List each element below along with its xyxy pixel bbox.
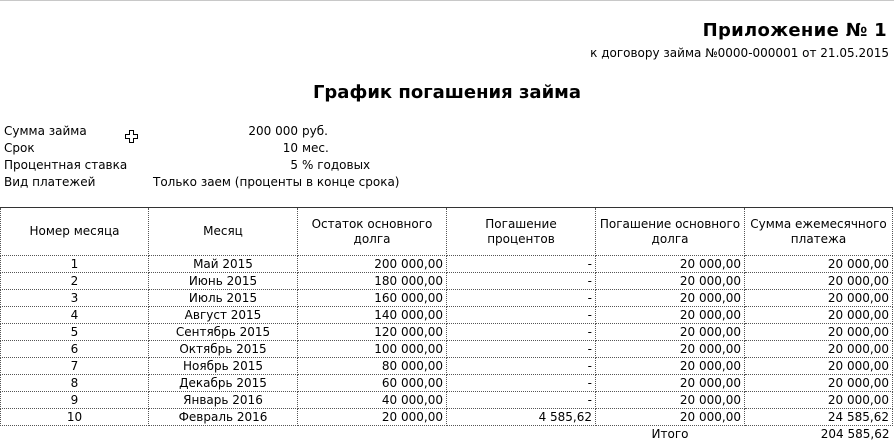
- column-header-interest-payment: Погашение процентов: [447, 208, 596, 256]
- cell-monthly-payment: 20 000,00: [745, 375, 893, 392]
- cell-month-number: 2: [1, 273, 149, 290]
- cell-month-number: 8: [1, 375, 149, 392]
- cell-principal-payment: 20 000,00: [596, 290, 745, 307]
- cell-monthly-payment: 20 000,00: [745, 290, 893, 307]
- param-label: Вид платежей: [4, 175, 96, 189]
- cell-empty: [1, 426, 149, 443]
- table-row: [1, 392, 893, 409]
- cell-interest-payment: 4 585,62: [447, 409, 596, 426]
- param-label: Сумма займа: [4, 124, 87, 138]
- cell-monthly-payment: 20 000,00: [745, 273, 893, 290]
- param-interest-rate: [4, 157, 504, 174]
- cell-principal-balance: 120 000,00: [298, 324, 447, 341]
- cell-month-number: 10: [1, 409, 149, 426]
- contract-reference: к договору займа №0000-000001 от 21.05.2015: [590, 46, 889, 60]
- document-title: График погашения займа: [312, 82, 582, 103]
- cell-interest-payment: -: [447, 324, 596, 341]
- cell-month-number: 4: [1, 307, 149, 324]
- cell-month: Август 2015: [149, 307, 298, 324]
- cell-interest-payment: -: [447, 273, 596, 290]
- param-value: 200 000: [248, 124, 298, 138]
- table-row: [1, 375, 893, 392]
- param-loan-amount: [4, 123, 504, 140]
- cell-empty: [298, 426, 447, 443]
- cell-principal-balance: 100 000,00: [298, 341, 447, 358]
- cell-empty: [447, 426, 596, 443]
- cell-principal-balance: 180 000,00: [298, 273, 447, 290]
- cell-month: Январь 2016: [149, 392, 298, 409]
- param-label: Процентная ставка: [4, 158, 128, 172]
- cross-cursor-icon: [124, 129, 139, 144]
- table-header-row: [1, 208, 893, 256]
- cell-month-number: 3: [1, 290, 149, 307]
- param-label: Срок: [4, 141, 35, 155]
- table-row: [1, 358, 893, 375]
- cell-monthly-payment: 20 000,00: [745, 358, 893, 375]
- cell-interest-payment: -: [447, 358, 596, 375]
- cell-month: Декабрь 2015: [149, 375, 298, 392]
- cell-month-number: 9: [1, 392, 149, 409]
- cell-monthly-payment: 24 585,62: [745, 409, 893, 426]
- table-row: [1, 256, 893, 273]
- cell-month-number: 6: [1, 341, 149, 358]
- cell-interest-payment: -: [447, 392, 596, 409]
- cell-principal-payment: 20 000,00: [596, 392, 745, 409]
- total-value: 204 585,62: [820, 426, 890, 441]
- table-row: [1, 341, 893, 358]
- cell-monthly-payment: 20 000,00: [745, 256, 893, 273]
- cell-month-number: 7: [1, 358, 149, 375]
- cell-monthly-payment: 20 000,00: [745, 324, 893, 341]
- total-label: Итого: [651, 426, 689, 441]
- param-unit: руб.: [302, 124, 328, 138]
- cell-principal-payment: 20 000,00: [596, 409, 745, 426]
- param-payment-type: [4, 174, 504, 191]
- param-value: 5: [290, 158, 298, 172]
- cell-principal-payment: 20 000,00: [596, 341, 745, 358]
- cell-month: Ноябрь 2015: [149, 358, 298, 375]
- cell-principal-payment: 20 000,00: [596, 256, 745, 273]
- table-row: [1, 273, 893, 290]
- column-header-month-number: Номер месяца: [1, 208, 149, 256]
- top-border: [0, 0, 894, 1]
- cell-interest-payment: -: [447, 256, 596, 273]
- cell-month: Октябрь 2015: [149, 341, 298, 358]
- column-header-principal-payment: Погашение основного долга: [596, 208, 745, 256]
- cell-monthly-payment: 20 000,00: [745, 341, 893, 358]
- table-row: [1, 409, 893, 426]
- cell-month: Май 2015: [149, 256, 298, 273]
- table-total-row: [1, 426, 893, 443]
- column-header-month: Месяц: [149, 208, 298, 256]
- cell-principal-balance: 20 000,00: [298, 409, 447, 426]
- cell-principal-balance: 160 000,00: [298, 290, 447, 307]
- param-value: Только заем (проценты в конце срока): [153, 175, 400, 189]
- cell-principal-payment: 20 000,00: [596, 307, 745, 324]
- table-row: [1, 307, 893, 324]
- cell-principal-payment: 20 000,00: [596, 375, 745, 392]
- cell-principal-balance: 40 000,00: [298, 392, 447, 409]
- repayment-schedule-table: [0, 207, 893, 442]
- param-value: 10: [282, 141, 298, 155]
- loan-parameters: [4, 123, 504, 191]
- cell-principal-payment: 20 000,00: [596, 273, 745, 290]
- cell-month-number: 5: [1, 324, 149, 341]
- param-unit: мес.: [302, 141, 329, 155]
- column-header-monthly-payment: Сумма ежемесячного платежа: [745, 208, 893, 256]
- cell-principal-payment: 20 000,00: [596, 324, 745, 341]
- cell-monthly-payment: 20 000,00: [745, 307, 893, 324]
- column-header-principal-balance: Остаток основного долга: [298, 208, 447, 256]
- cell-principal-balance: 80 000,00: [298, 358, 447, 375]
- cell-interest-payment: -: [447, 375, 596, 392]
- cell-month: Июль 2015: [149, 290, 298, 307]
- cell-interest-payment: -: [447, 307, 596, 324]
- cell-principal-payment: 20 000,00: [596, 358, 745, 375]
- cell-month: Июнь 2015: [149, 273, 298, 290]
- cell-principal-balance: 140 000,00: [298, 307, 447, 324]
- param-term: [4, 140, 504, 157]
- cell-empty: [149, 426, 298, 443]
- cell-principal-balance: 200 000,00: [298, 256, 447, 273]
- table-row: [1, 324, 893, 341]
- cell-month: Февраль 2016: [149, 409, 298, 426]
- cell-interest-payment: -: [447, 290, 596, 307]
- cell-principal-balance: 60 000,00: [298, 375, 447, 392]
- table-row: [1, 290, 893, 307]
- cell-monthly-payment: 20 000,00: [745, 392, 893, 409]
- cell-interest-payment: -: [447, 341, 596, 358]
- cell-month: Сентябрь 2015: [149, 324, 298, 341]
- appendix-title: Приложение № 1: [702, 20, 887, 41]
- param-unit: % годовых: [302, 158, 371, 172]
- cell-month-number: 1: [1, 256, 149, 273]
